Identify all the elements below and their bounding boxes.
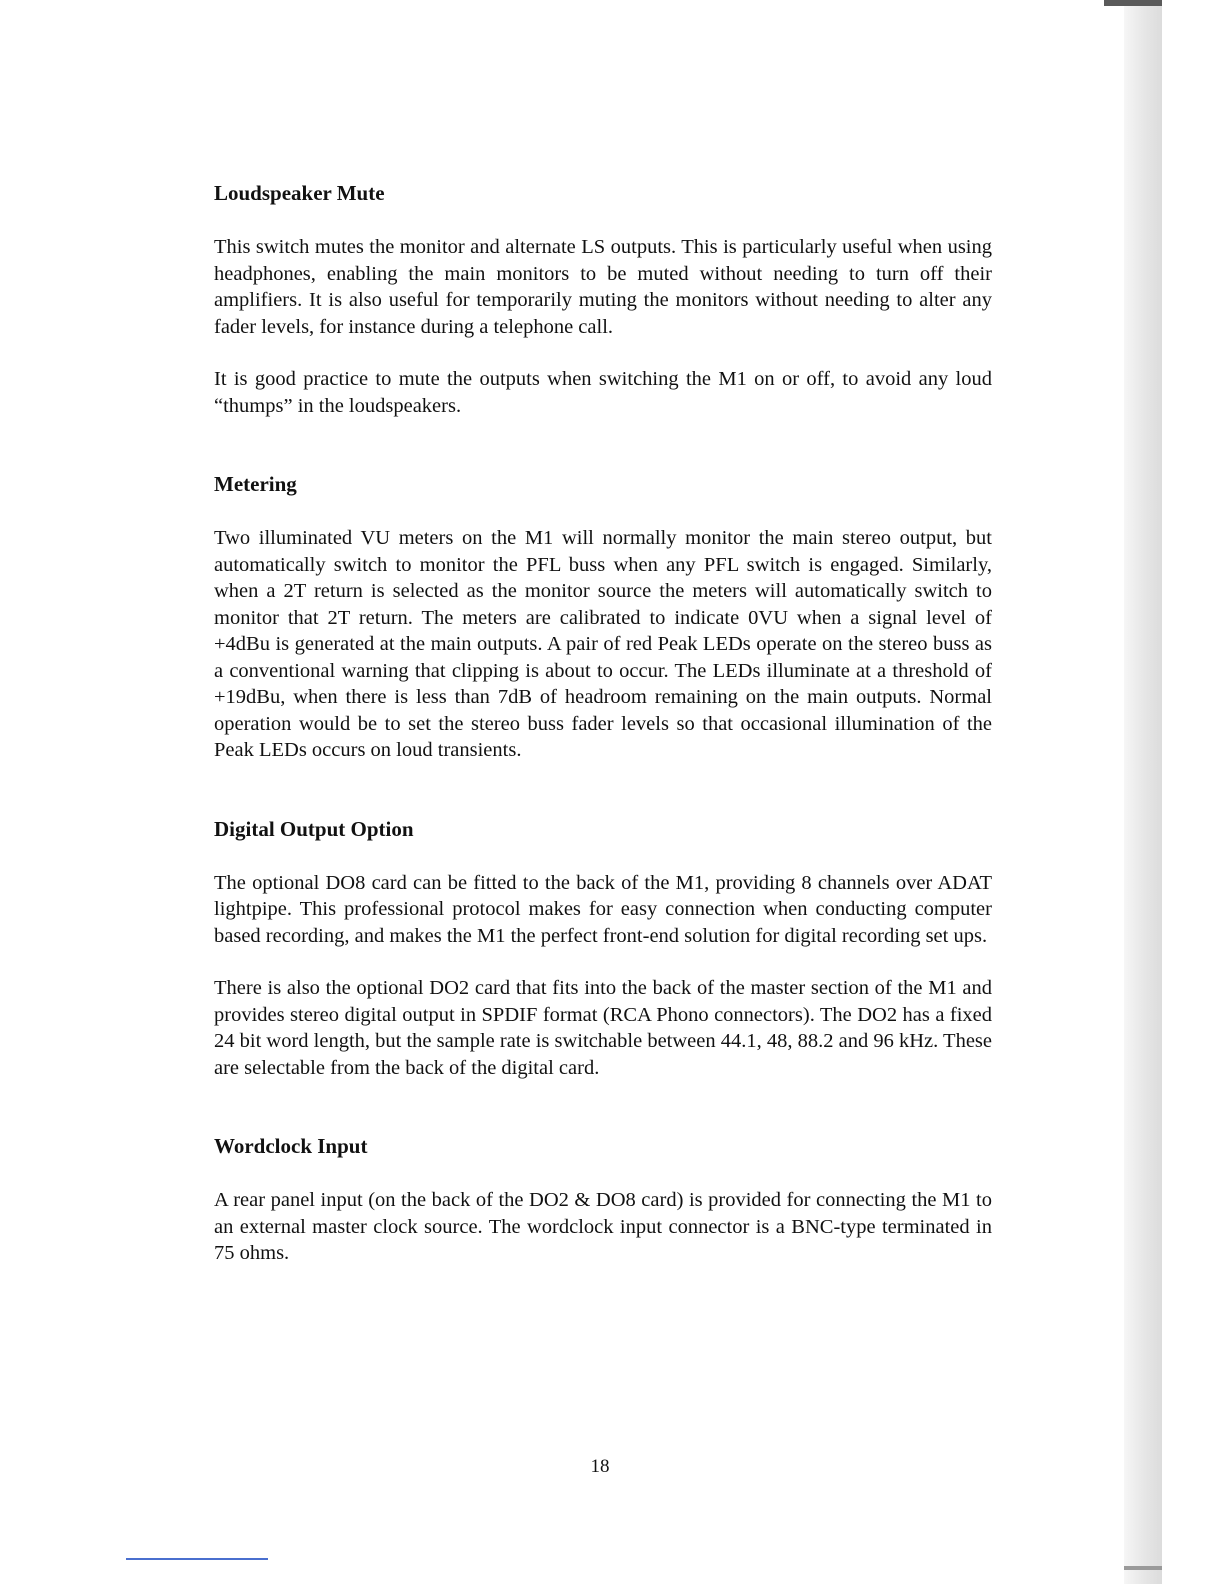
paragraph-digital-output-1: The optional DO8 card can be fitted to the back of the M1, providing 8 channels over ADAT lightpipe. This professional protocol makes for easy connection when conducting computer based recording, and makes the M1 the perfect front-end solution for digital recording set ups. bbox=[214, 871, 992, 947]
heading-loudspeaker-mute: Loudspeaker Mute bbox=[214, 181, 385, 205]
bottom-rule-line bbox=[126, 1558, 268, 1560]
paragraph-metering-1: Two illuminated VU meters on the M1 will normally monitor the main stereo output, but automatically switch to monitor the PFL buss when any PFL switch is engaged. Similarly, when a 2T return is selected as the monitor source the meters will automatically switch to monitor that 2T return. The meters are calibrated to indicate 0VU when a signal level of +4dBu is generated at the main outputs. A pair of red Peak LEDs operate on the stereo buss as a conventional warning that clipping is about to occur. The LEDs illuminate at a threshold of +19dBu, when there is less than 7dB of headroom remaining on the main outputs. Normal operation would be to set the stereo buss fader levels so that occasional illumination of the Peak LEDs occurs on loud transients. bbox=[214, 527, 992, 761]
scanned-page-edge-bottom bbox=[1124, 1566, 1162, 1570]
scanned-page-edge-top bbox=[1104, 0, 1162, 6]
paragraph-loudspeaker-mute-2: It is good practice to mute the outputs when switching the M1 on or off, to avoid any loud “thumps” in the loudspeakers. bbox=[214, 368, 992, 417]
paragraph-wordclock-1: A rear panel input (on the back of the DO2 & DO8 card) is provided for connecting the M1 to an external master clock source. The wordclock input connector is a BNC-type terminated in 75 ohms. bbox=[214, 1189, 992, 1264]
heading-digital-output-option: Digital Output Option bbox=[214, 816, 414, 841]
heading-metering: Metering bbox=[214, 472, 297, 496]
section-spacer bbox=[214, 1107, 992, 1133]
section-spacer bbox=[214, 790, 992, 816]
paragraph-digital-output-2: There is also the optional DO2 card that fits into the back of the master section of the M1 and provides stereo digital output in SPDIF format (RCA Phono connectors). The DO2 has a fixed 24 bit word length, but the sample rate is switchable between 44.1, 48, 88.2 and 96 kHz. These are selectable from the back of the digital card. bbox=[214, 977, 992, 1079]
document-body bbox=[214, 180, 992, 1293]
page-number: 18 bbox=[590, 1456, 610, 1477]
section-spacer bbox=[214, 445, 992, 471]
scanned-page-edge bbox=[1124, 0, 1162, 1584]
heading-wordclock-input: Wordclock Input bbox=[214, 1134, 368, 1158]
paragraph-loudspeaker-mute-1: This switch mutes the monitor and alternate LS outputs. This is particularly useful when using headphones, enabling the main monitors to be muted without needing to turn off their amplifiers. It is also useful for temporarily muting the monitors without needing to alter any fader levels, for instance during a telephone call. bbox=[214, 236, 992, 338]
